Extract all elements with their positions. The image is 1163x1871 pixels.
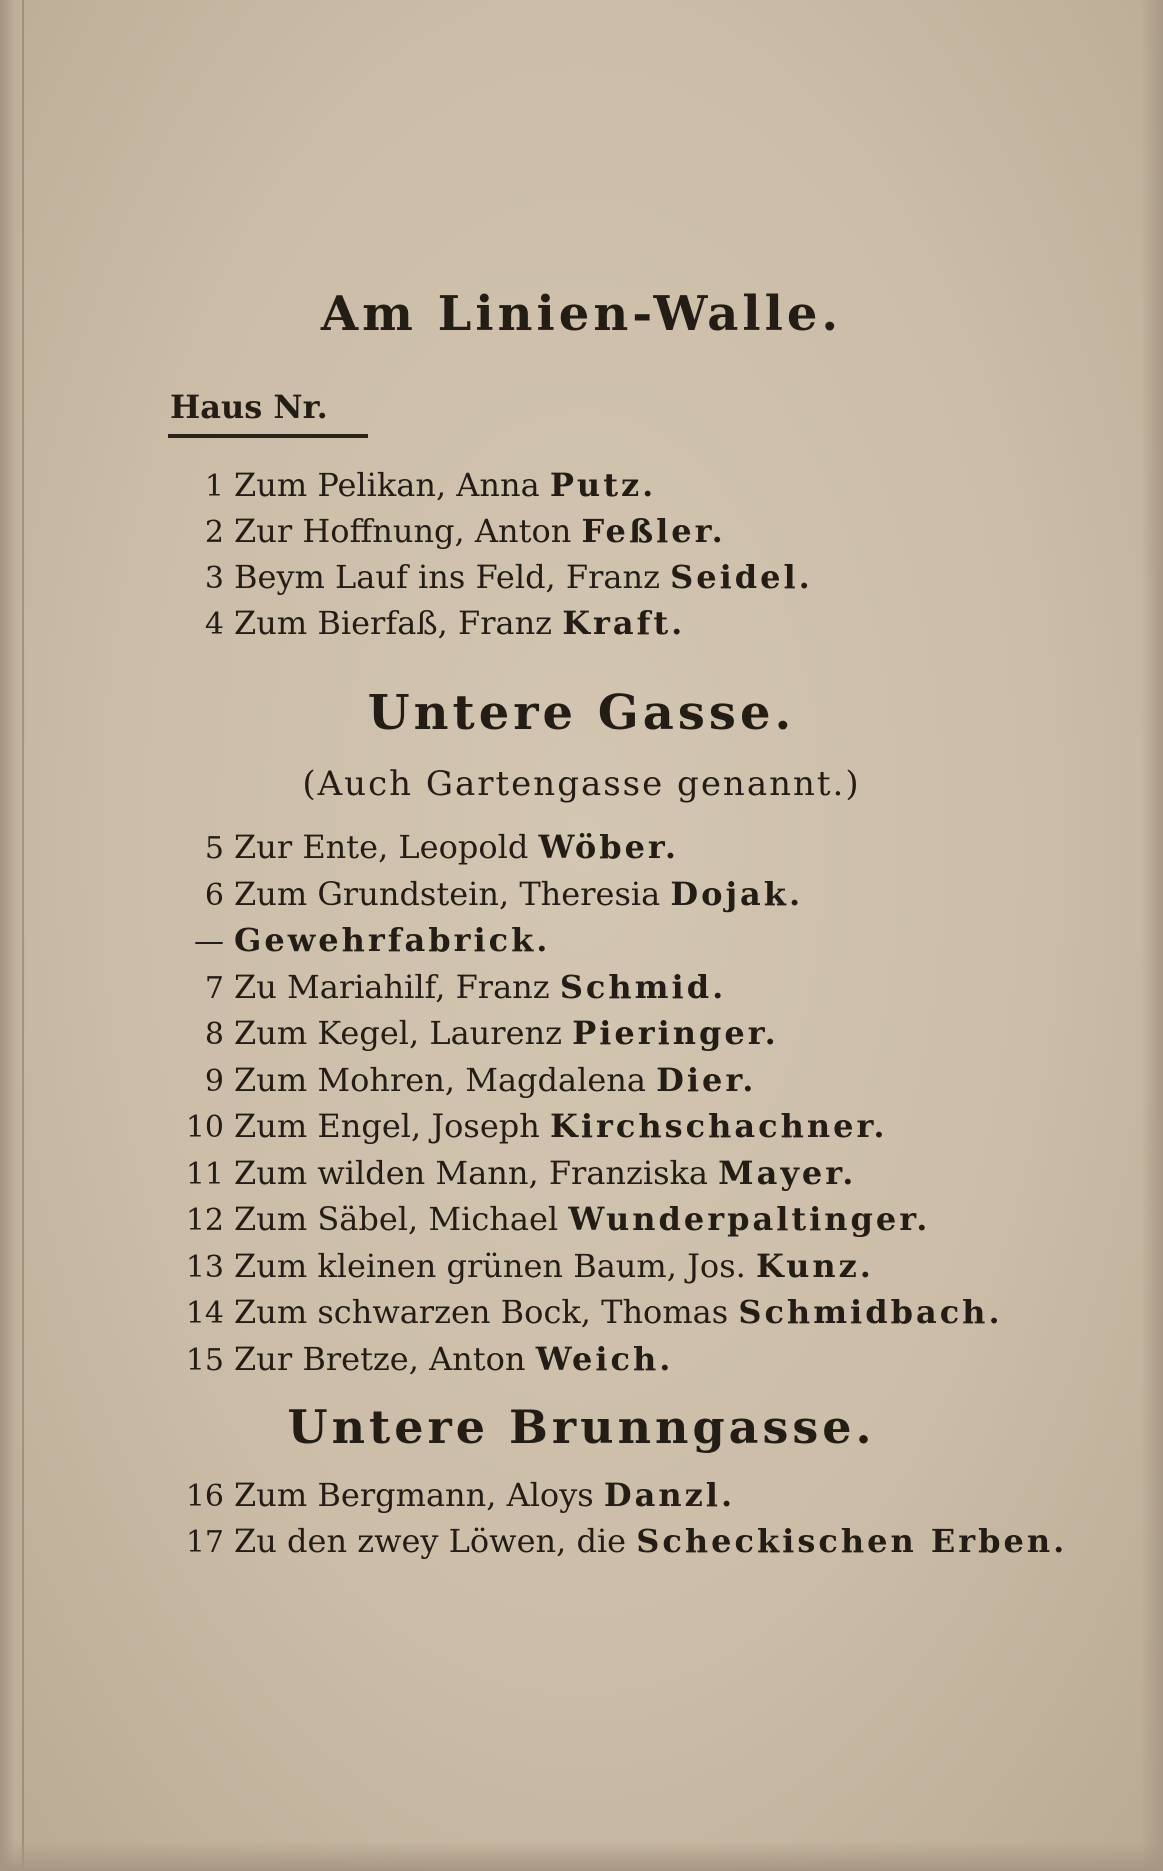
owner-surname: Wöber.	[538, 828, 679, 866]
house-number: 17	[185, 1525, 224, 1560]
house-entry	[184, 558, 813, 598]
house-sign-and-owner: Zur Ente, Leopold	[234, 828, 539, 866]
house-sign-and-owner: Zum Pelikan, Anna	[234, 466, 550, 504]
owner-surname: Putz.	[549, 466, 657, 504]
house-sign-and-owner: Zum Engel, Joseph	[234, 1107, 551, 1145]
house-entry	[184, 512, 726, 552]
heading-untere-gasse: Untere Gasse.	[367, 685, 796, 741]
house-entry	[184, 875, 803, 915]
house-sign-and-owner: Zur Hoffnung, Anton	[234, 512, 582, 550]
haus-nr-underline	[168, 434, 368, 438]
house-sign-and-owner: Zum Mohren, Magdalena	[234, 1060, 657, 1099]
house-sign-and-owner: Zum wilden Mann, Franziska	[234, 1153, 719, 1192]
owner-surname: Kraft.	[562, 604, 686, 642]
house-sign-and-owner: Zum schwarzen Bock, Thomas	[234, 1293, 739, 1331]
owner-surname: Seidel.	[670, 558, 813, 596]
house-entry	[184, 1200, 930, 1240]
owner-surname: Weich.	[535, 1339, 674, 1378]
house-number: 8	[204, 1017, 224, 1052]
house-number: 2	[204, 515, 224, 550]
owner-surname: Scheckischen Erben.	[636, 1522, 1068, 1560]
house-entry	[184, 604, 685, 644]
house-sign-and-owner: Beym Lauf ins Feld, Franz	[234, 558, 671, 596]
house-entry	[184, 1247, 874, 1287]
owner-surname: Feßler.	[581, 512, 726, 550]
house-entry	[184, 921, 550, 961]
house-number: 1	[204, 469, 224, 504]
owner-surname: Kirchschachner.	[550, 1107, 888, 1145]
house-number: 12	[185, 1203, 224, 1238]
house-sign-and-owner: Zur Bretze, Anton	[234, 1339, 536, 1378]
house-entry	[184, 1154, 856, 1194]
heading-am-linien-walle: Am Linien-Walle.	[320, 286, 843, 342]
haus-nr-label: Haus Nr.	[170, 388, 328, 426]
house-number: 13	[185, 1249, 224, 1285]
house-entry	[184, 1476, 735, 1516]
house-entry	[184, 1107, 888, 1147]
owner-surname: Mayer.	[718, 1153, 857, 1192]
page-bottom-edge	[0, 1841, 1163, 1871]
house-sign-and-owner: Zum Bergmann, Aloys	[234, 1476, 604, 1514]
house-number: 6	[204, 877, 224, 913]
house-number: 11	[185, 1156, 224, 1192]
owner-surname: Schmidbach.	[738, 1293, 1003, 1331]
owner-surname: Dier.	[656, 1060, 757, 1099]
house-entry	[184, 1014, 779, 1054]
house-entry	[184, 828, 679, 868]
house-sign-and-owner: Zum Grundstein, Theresia	[234, 874, 671, 913]
house-sign-and-owner: Zum Kegel, Laurenz	[234, 1014, 573, 1052]
house-entry	[184, 968, 726, 1008]
house-number: 16	[185, 1479, 224, 1514]
owner-surname: Pieringer.	[572, 1014, 779, 1052]
house-number: 7	[204, 970, 224, 1006]
house-sign-and-owner: Zu Mariahilf, Franz	[234, 967, 560, 1006]
house-sign-and-owner: Zum Bierfaß, Franz	[234, 604, 563, 642]
house-entry	[184, 466, 656, 506]
owner-surname: Wunderpaltinger.	[568, 1200, 931, 1238]
house-entry	[184, 1340, 673, 1380]
house-entry	[184, 1522, 1067, 1562]
house-number: 5	[204, 831, 224, 866]
house-entry	[184, 1061, 756, 1101]
page-binding-line	[22, 0, 24, 1871]
owner-surname: Gewehrfabrick.	[234, 921, 551, 959]
house-number: 10	[185, 1110, 224, 1145]
house-sign-and-owner: Zum Säbel, Michael	[234, 1200, 569, 1238]
owner-surname: Dojak.	[670, 874, 804, 913]
house-number: 4	[204, 607, 224, 642]
house-number: 9	[204, 1063, 224, 1099]
house-number: —	[194, 924, 224, 959]
house-number: 3	[204, 561, 224, 596]
house-number: 14	[185, 1296, 224, 1331]
house-sign-and-owner: Zu den zwey Löwen, die	[234, 1522, 637, 1560]
owner-surname: Danzl.	[603, 1476, 736, 1514]
owner-surname: Kunz.	[755, 1246, 874, 1285]
owner-surname: Schmid.	[559, 967, 727, 1006]
heading-untere-brunngasse: Untere Brunngasse.	[287, 1400, 876, 1454]
house-sign-and-owner: Zum kleinen grünen Baum, Jos.	[234, 1246, 756, 1285]
heading-untere-gasse-subtitle: (Auch Gartengasse genannt.)	[302, 764, 861, 804]
house-entry	[184, 1293, 1003, 1333]
page-right-edge	[1141, 0, 1163, 1871]
house-number: 15	[185, 1342, 224, 1378]
